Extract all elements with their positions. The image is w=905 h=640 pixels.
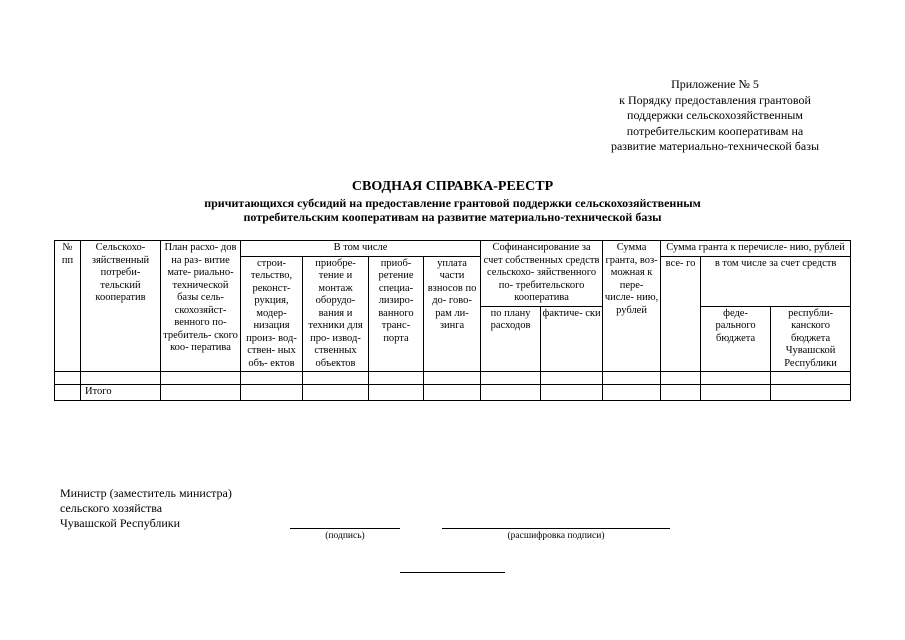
header-including: В том числе — [241, 241, 481, 257]
header-total: все- го — [661, 256, 701, 372]
header-leasing: уплата части взносов по до- гово- рам ли- зинга — [424, 256, 481, 372]
header-cofinancing: Софинансирование за счет собственных средств сельскохо- зяйственного по- требительского кооператива — [481, 241, 603, 307]
header-federal: феде- рального бюджета — [701, 306, 771, 372]
header-construction: строи- тельство, реконст- рукция, модер- низация произ- вод- ствен- ных объ- ектов — [241, 256, 303, 372]
signatory-line: Министр (заместитель министра) — [60, 486, 232, 500]
appendix-line: потребительским кооперативам на — [626, 123, 804, 138]
signature-line — [290, 528, 400, 529]
header-by-plan: по плану расходов — [481, 306, 541, 372]
title-subtitle-line: причитающихся субсидий на предоставление грантовой поддержки сельскохозяйственным — [204, 196, 701, 210]
appendix-line: поддержки сельскохозяйственным — [627, 108, 803, 122]
registry-table — [54, 240, 851, 401]
signatory-line: Чувашской Республики — [60, 516, 181, 530]
header-grant-transfer: Сумма гранта к перечисле- нию, рублей — [661, 241, 851, 257]
header-equipment: приобре- тение и монтаж оборудо- вания и техники для про- извод- ственных объектов — [303, 256, 369, 372]
table-row — [55, 372, 851, 385]
appendix-line: развитие материально-технической базы — [610, 139, 820, 153]
header-actual: фактиче- ски — [541, 306, 603, 372]
header-including-funds: в том числе за счет средств — [701, 256, 851, 306]
decode-caption: (расшифровка подписи) — [507, 531, 605, 541]
decode-line — [442, 528, 670, 529]
appendix-line: Приложение № 5 — [671, 77, 759, 91]
header-plan: План расхо- дов на раз- витие мате- риально- технической базы сель- скохозяйст- венного по- требитель- ского коо- ператива — [161, 241, 241, 372]
signatory-block — [60, 486, 232, 531]
total-label: Итого — [81, 385, 161, 401]
signature-caption: (подпись) — [325, 531, 365, 541]
title-main: СВОДНАЯ СПРАВКА-РЕЕСТР — [351, 179, 554, 194]
document-title — [0, 180, 905, 224]
header-num: № пп — [55, 241, 81, 372]
signatory-line: сельского хозяйства — [60, 501, 163, 515]
date-line — [400, 572, 505, 573]
header-grant-amount: Сумма гранта, воз- можная к пере- числе- нию, рублей — [603, 241, 661, 372]
appendix-line: к Порядку предоставления грантовой — [619, 92, 811, 107]
title-subtitle-line: потребительским кооперативам на развитие материально-технической базы — [243, 210, 662, 224]
header-cooperative: Сельскохо- зяйственный потреби- тельский кооператив — [81, 241, 161, 372]
total-row — [55, 385, 851, 401]
header-republican: республи- канского бюджета Чувашской Республики — [771, 306, 851, 372]
header-transport: приоб- ретение специа- лизиро- ванного транс- порта — [369, 256, 424, 372]
appendix-block — [560, 77, 870, 155]
